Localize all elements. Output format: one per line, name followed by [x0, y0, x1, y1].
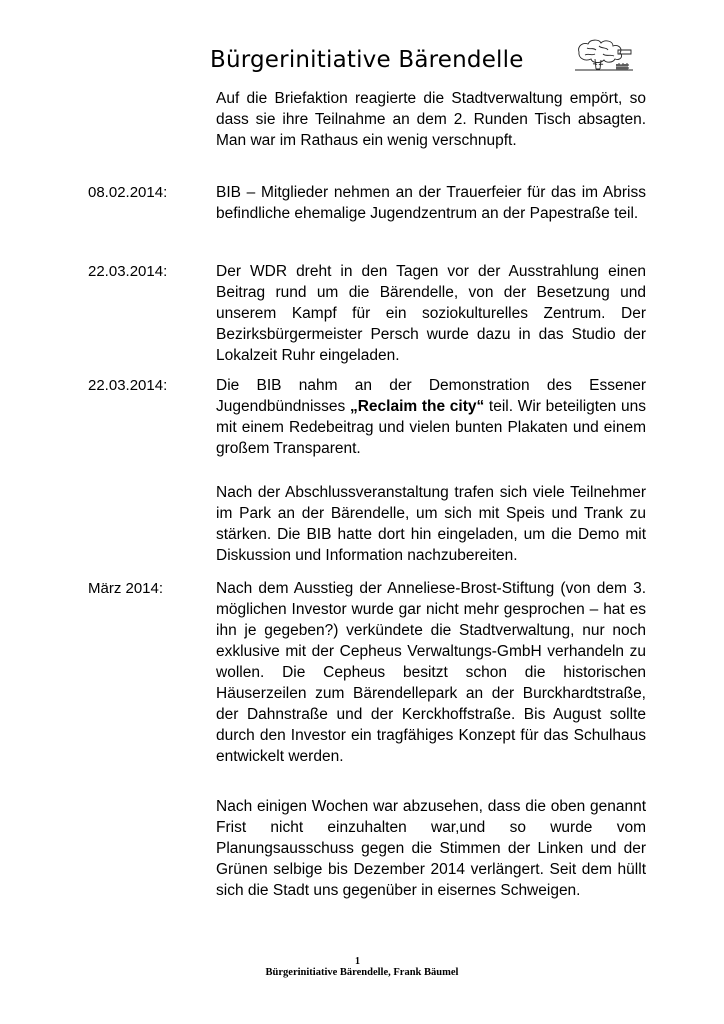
entry-paragraph: Nach dem Ausstieg der Anneliese-Brost-Stiftung (von dem 3. möglichen Investor wurde gar nicht mehr gesprochen – hat es ihn je gegeben?) verkündete die Stadtverwaltung, nur noch exklusive mit der Cepheus Verwaltungs-GmbH verhandeln zu wollen. Die Cepheus besitzt schon die historischen Häuserzeilen zum Bärendellepark an der Burckhardtstraße, der Dahnstraße und der Kerckhoffstraße. Bis August sollte durch den Investor ein tragfähiges Konzept für das Schulhaus entwickelt werden.: [216, 580, 646, 765]
entry-date: März 2014:: [88, 580, 164, 597]
entry-date: 22.03.2014:: [88, 263, 168, 280]
entry-text: teil. Wir beteiligten uns mit einem Redebeitrag und vielen bunten Plakaten und einem großem Transparent.: [216, 398, 646, 457]
entry-date: 22.03.2014:: [88, 377, 168, 394]
intro-paragraph: Auf die Briefaktion reagierte die Stadtverwaltung empört, so dass sie ihre Teilnahme an dem 2. Runden Tisch absagten. Man war im Rathaus ein wenig verschnupft.: [216, 90, 646, 149]
entry-paragraph-2: Nach der Abschlussveranstaltung trafen sich viele Teilnehmer im Park an der Bärendelle, um sich mit Speis und Trank zu stärken. Die BIB hatte dort hin eingeladen, um die Demo mit Diskussion und Information nachzubereiten.: [216, 484, 646, 564]
tree-logo-icon: [573, 38, 635, 74]
footer-text: Bürgerinitiative Bärendelle, Frank Bäumel: [265, 967, 459, 978]
page-title: Bürgerinitiative Bärendelle: [210, 47, 524, 73]
entry-date: 08.02.2014:: [88, 184, 168, 201]
entry-paragraph: BIB – Mitglieder nehmen an der Trauerfeier für das im Abriss befindliche ehemalige Jugendzentrum an der Papestraße teil.: [216, 184, 646, 222]
entry-paragraph: Der WDR dreht in den Tagen vor der Ausstrahlung einen Beitrag rund um die Bärendelle, von der Besetzung und unserem Kampf für ein soziokulturelles Zentrum. Der Bezirksbürgermeister Persch wurde dazu in das Studio der Lokalzeit Ruhr eingeladen.: [216, 263, 646, 364]
entry-text: Die BIB nahm an der Demonstration des Essener Jugendbündnisses: [216, 377, 646, 415]
entry-paragraph-2: Nach einigen Wochen war abzusehen, dass die oben genannt Frist nicht einzuhalten war,und so wurde vom Planungsausschuss gegen die Stimmen der Linken und der Grünen selbige bis Dezember 2014 verlängert. Seit dem hüllt sich die Stadt uns gegenüber in eisernes Schweigen.: [216, 798, 646, 899]
page-number: 1: [355, 956, 360, 967]
entry-paragraph: [216, 375, 646, 459]
event-name: „Reclaim the city“: [349, 398, 485, 415]
